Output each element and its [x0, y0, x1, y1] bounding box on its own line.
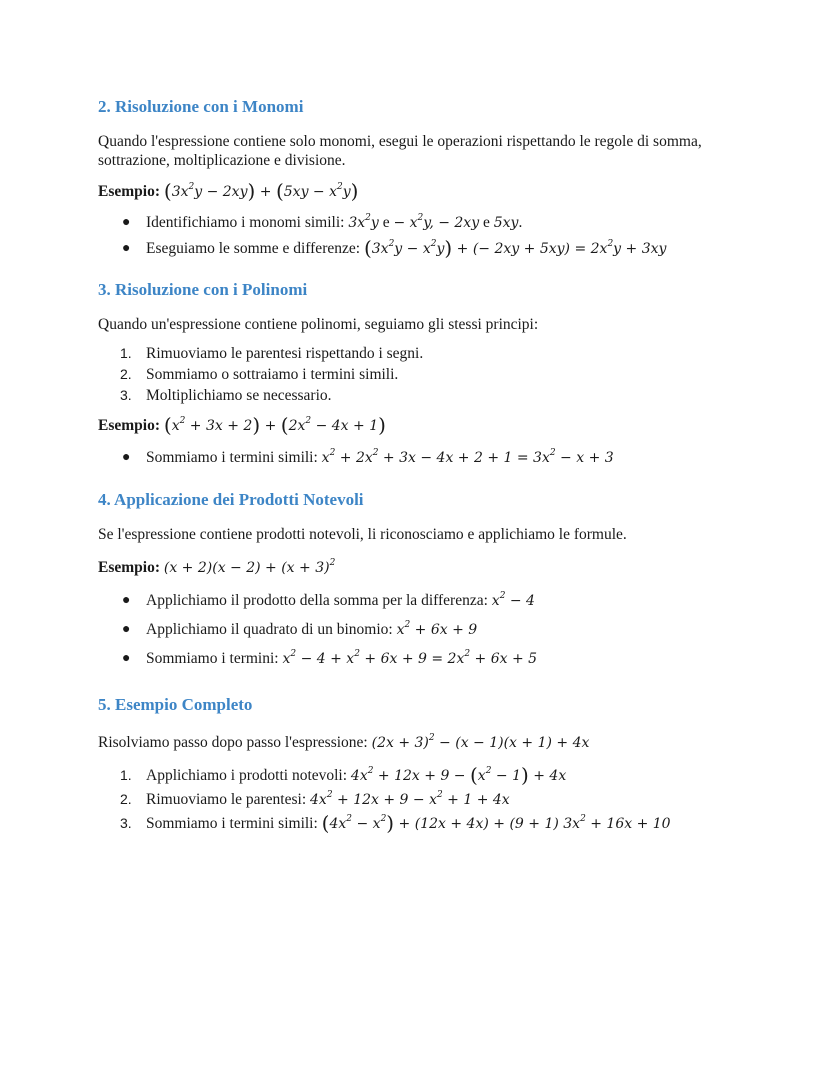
list-item: ● Identifichiamo i monomi simili: $3x^2y$ $e - x^2y$, − 2xy e 5xy.: [122, 213, 523, 231]
section-5-intro: Risolviamo passo dopo passo l'espressione: $(2x + 3)^2 - (x - 1)(x + 1) + 4x$: [98, 733, 590, 751]
example-label: Esempio:: [98, 559, 160, 576]
section-4-bullets: [98, 590, 748, 670]
section-3-heading: 3. Risoluzione con i Polinomi: [98, 280, 308, 299]
example-label: Esempio:: [98, 417, 160, 434]
list-item: 1. Rimuoviamo le parentesi rispettando i segni.: [120, 345, 424, 362]
example-expression: $(3x^2y - 2xy) + (5xy - x^2y)$: [163, 179, 359, 203]
section-2-intro: Quando l'espressione contiene solo monomi, esegui le operazioni rispettando le regole di somma, sottrazione, moltiplicazione e divisione.: [98, 133, 702, 169]
section-4-heading: 4. Applicazione dei Prodotti Notevoli: [98, 490, 364, 509]
section-5-steps: [98, 765, 748, 835]
section-2-example: [98, 179, 748, 203]
bullet-icon: ●: [122, 593, 131, 608]
bullet-icon: ●: [122, 215, 131, 230]
list-item: 2. Sommiamo o sottraiamo i termini simili.: [120, 366, 399, 383]
list-item: ● Applichiamo il quadrato di un binomio: $x^2 + 6x + 9$: [122, 620, 478, 638]
example-label: Esempio:: [98, 183, 160, 200]
list-item: 1. Applichiamo i prodotti notevoli: $4x^2 + 12x + 9 - (x^2 - 1) + 4x$: [120, 763, 567, 787]
bullet-icon: ●: [122, 651, 131, 666]
list-item: ● Sommiamo i termini: $x^2 - 4 + x^2 + 6x + 9 = 2x^2 + 6x + 5$: [122, 649, 538, 667]
section-2-heading: 2. Risoluzione con i Monomi: [98, 97, 304, 116]
section-3-intro: Quando un'espressione contiene polinomi, seguiamo gli stessi principi:: [98, 316, 539, 333]
list-item: ● Eseguiamo le somme e differenze: $(3x^2y - x^2y)$ + (− $2xy + 5xy) = 2x^2y + 3xy$: [122, 236, 667, 260]
bullet-icon: ●: [122, 241, 131, 256]
section-4-example: [98, 558, 748, 578]
bullet-icon: ●: [122, 450, 131, 465]
list-item: ● Sommiamo i termini simili: $x^2 + 2x^2 + 3x - 4x + 2 + 1 = 3x^2 - x + 3$: [122, 448, 614, 466]
example-expression: $(x + 2)(x - 2) + (x + 3)^2$: [163, 558, 336, 576]
list-item: 3. Moltiplichiamo se necessario.: [120, 387, 332, 404]
example-expression: $(x^2 + 3x + 2) + (2x^2 - 4x + 1)$: [163, 413, 386, 437]
section-3-example: [98, 413, 748, 437]
list-item: 2. Rimuoviamo le parentesi: $4x^2 + 12x + 9 - x^2 + 1 + 4x$: [120, 790, 510, 808]
section-5-heading: 5. Esempio Completo: [98, 695, 253, 714]
section-3-steps: [98, 343, 748, 406]
list-item: 3. Sommiamo i termini simili: $(4x^2 - x^2) + (12x + 4x) + (9 + 1) 3x^2 + 16x + 10$: [120, 811, 671, 835]
document-page: [98, 96, 748, 835]
section-4-intro: Se l'espressione contiene prodotti notevoli, li riconosciamo e applichiamo le formule.: [98, 526, 627, 543]
bullet-icon: ●: [122, 622, 131, 637]
list-item: ● Applichiamo il prodotto della somma per la differenza: $x^2 - 4$: [122, 591, 535, 609]
section-2-bullets: [98, 212, 748, 260]
section-3-bullets: [98, 447, 748, 469]
